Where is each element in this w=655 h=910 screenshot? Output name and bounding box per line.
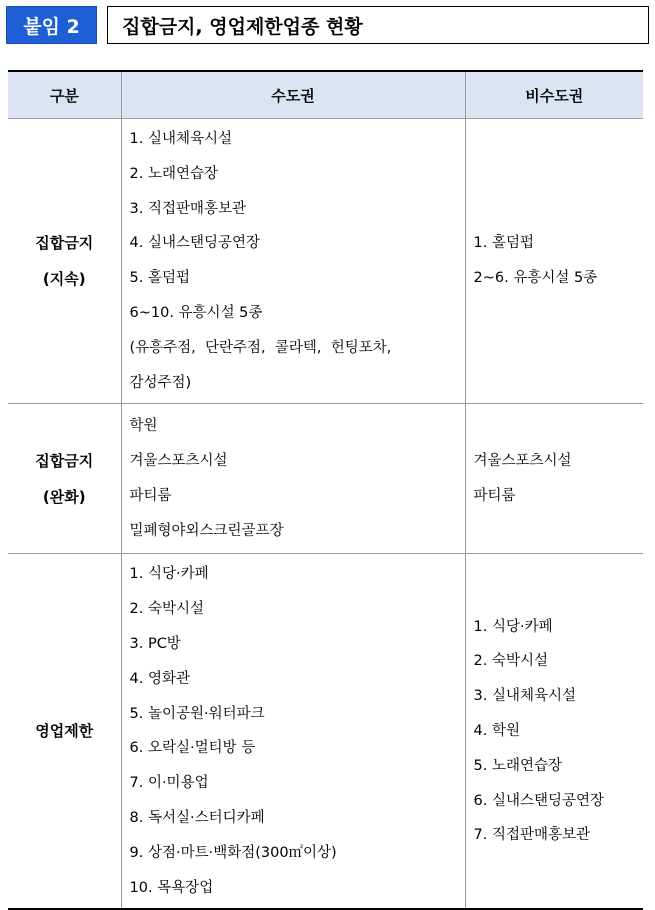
table-row-ban-relaxed	[8, 404, 643, 554]
column-header-category: 구분	[8, 71, 121, 119]
table-row-business-restricted	[8, 554, 643, 909]
list-item: 학원	[129, 418, 158, 435]
category-cell	[8, 404, 121, 554]
list-item: 밀폐형야외스크린골프장	[129, 522, 284, 539]
non-capital-cell	[465, 554, 643, 909]
capital-cell	[121, 404, 465, 554]
list-item: 1. 실내체육시설	[129, 131, 232, 147]
list-item: 4. 학원	[473, 722, 520, 739]
list-item: 8. 독서실·스터디카페	[129, 809, 265, 826]
list-item: 2. 숙박시설	[129, 601, 204, 618]
non-capital-cell	[465, 404, 643, 554]
list-item: 7. 이·미용업	[129, 775, 209, 792]
list-item: 겨울스포츠시설	[129, 453, 228, 470]
list-item: 2. 숙박시설	[473, 653, 548, 670]
column-header-non-capital: 비수도권	[465, 71, 643, 119]
list-item: 5. 놀이공원·워터파크	[129, 705, 265, 722]
list-item: 2. 노래연습장	[129, 165, 218, 182]
list-item: 1. 식당·카페	[473, 618, 553, 635]
list-item: 겨울스포츠시설	[473, 453, 572, 470]
list-item: 4. 실내스탠딩공연장	[129, 235, 260, 252]
table-header-row	[8, 71, 643, 119]
list-item: 3. PC방	[129, 635, 181, 652]
list-item: 3. 실내체육시설	[473, 688, 576, 705]
list-item: 1. 홀덤펍	[473, 235, 534, 252]
table-row-ban-continued	[8, 119, 643, 404]
list-item: 파티룸	[129, 487, 172, 504]
document-title: 집합금지, 영업제한업종 현황	[107, 6, 649, 44]
list-item: (유흥주점, 단란주점, 콜라텍, 헌팅포차,	[129, 339, 392, 356]
list-item: 2~6. 유흥시설 5종	[473, 270, 598, 287]
category-sublabel: (지속)	[42, 270, 86, 289]
category-label: 집합금지	[35, 234, 94, 253]
category-label: 집합금지	[35, 451, 94, 470]
category-cell	[8, 119, 121, 404]
category-cell	[8, 554, 121, 909]
business-status-table	[8, 70, 643, 910]
list-item: 6~10. 유흥시설 5종	[129, 304, 263, 321]
list-item: 6. 실내스탠딩공연장	[473, 792, 604, 809]
capital-cell	[121, 554, 465, 909]
list-item: 파티룸	[473, 487, 516, 504]
non-capital-cell	[465, 119, 643, 404]
list-item: 5. 노래연습장	[473, 757, 562, 774]
attachment-badge: 붙임 2	[6, 6, 97, 44]
list-item: 7. 직접판매홍보관	[473, 827, 590, 844]
list-item: 3. 직접판매홍보관	[129, 200, 246, 217]
category-label: 영업제한	[35, 722, 94, 741]
list-item: 6. 오락실·멀티방 등	[129, 740, 256, 757]
capital-cell	[121, 119, 465, 404]
category-sublabel: (완화)	[42, 487, 86, 506]
document-header	[6, 6, 649, 44]
list-item: 10. 목욕장업	[129, 879, 214, 896]
list-item: 1. 식당·카페	[129, 566, 209, 583]
column-header-capital: 수도권	[121, 71, 465, 119]
list-item: 9. 상점·마트·백화점(300㎡이상)	[129, 844, 337, 861]
list-item: 5. 홀덤펍	[129, 270, 190, 287]
list-item: 4. 영화관	[129, 670, 190, 687]
list-item: 감성주점)	[129, 374, 192, 391]
